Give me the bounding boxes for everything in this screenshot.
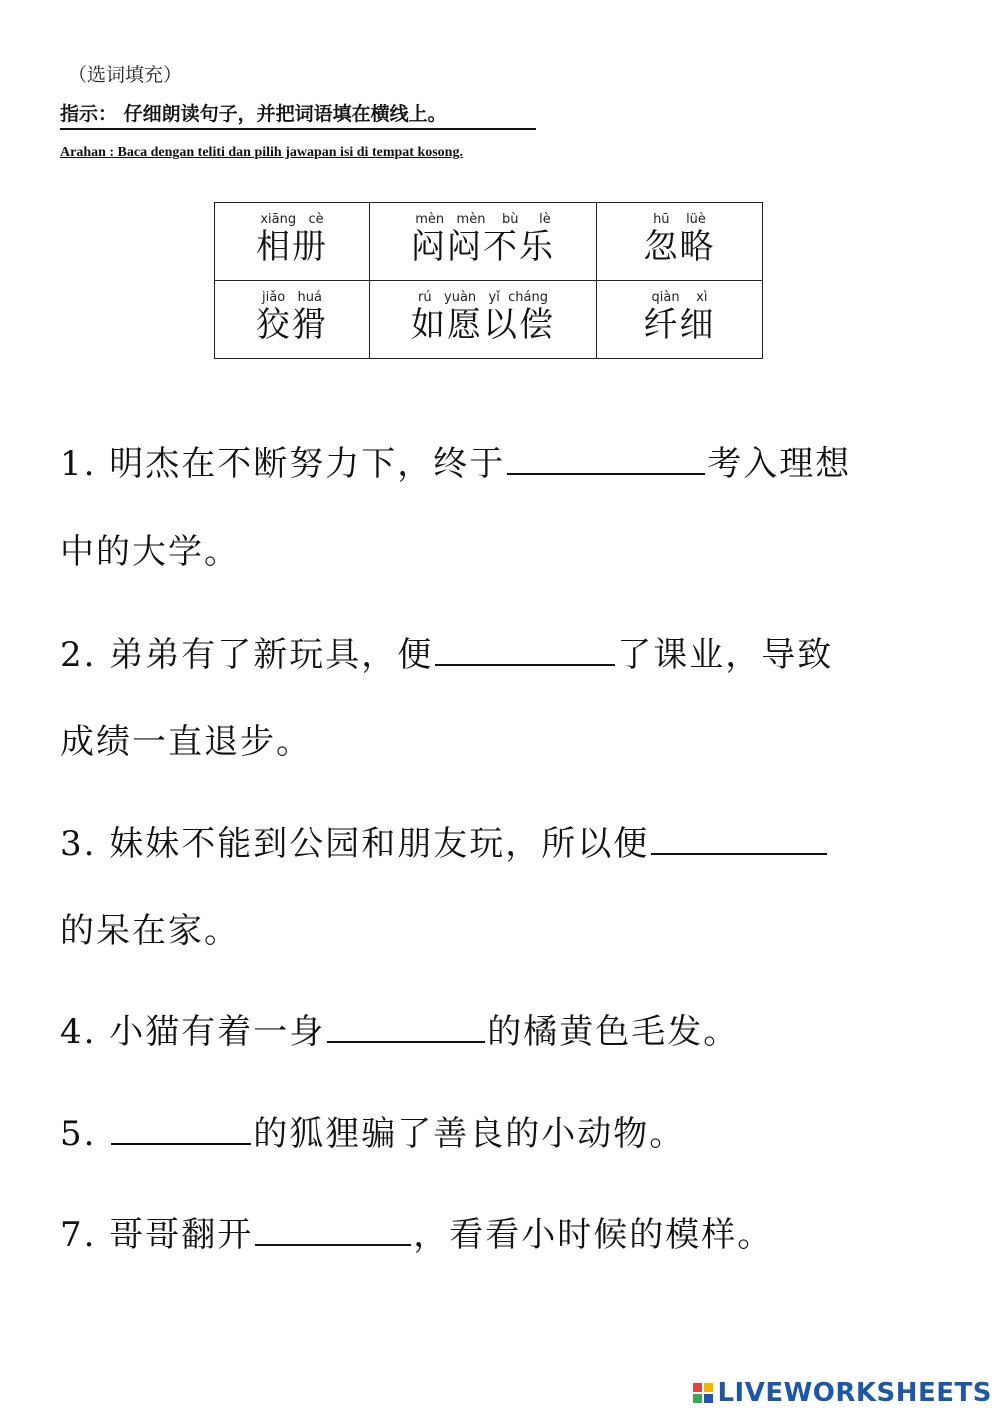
question-1-line-1 bbox=[60, 436, 851, 485]
question-7 bbox=[60, 1207, 773, 1256]
word-pinyin: hū lüè bbox=[653, 212, 706, 227]
word-bank-cell bbox=[597, 203, 763, 281]
word-pinyin: qiàn xì bbox=[651, 290, 708, 305]
answer-blank-1[interactable] bbox=[507, 469, 705, 475]
word-bank-cell bbox=[215, 203, 370, 281]
logo-squares-icon bbox=[693, 1383, 713, 1403]
word-bank-cell bbox=[370, 203, 597, 281]
word-hanzi: 相册 bbox=[256, 227, 328, 267]
question-text: 1. 明杰在不断努力下，终于 bbox=[60, 444, 506, 484]
question-text: 2. 弟弟有了新玩具，便 bbox=[60, 635, 434, 675]
word-pinyin: jiǎo huá bbox=[262, 290, 322, 305]
question-4 bbox=[60, 1004, 739, 1053]
question-3-line-1 bbox=[60, 816, 829, 865]
logo-text: LIVEWORKSHEETS bbox=[717, 1378, 992, 1408]
word-pinyin: rú yuàn yǐ cháng bbox=[418, 290, 548, 305]
word-pinyin: xiāng cè bbox=[260, 212, 324, 227]
question-text: 4. 小猫有着一身 bbox=[60, 1012, 326, 1052]
question-text: 的橘黄色毛发。 bbox=[487, 1012, 740, 1052]
question-3-line-2: 的呆在家。 bbox=[60, 911, 240, 951]
word-hanzi: 狡猾 bbox=[256, 305, 328, 345]
word-hanzi: 闷闷不乐 bbox=[411, 227, 555, 267]
word-pinyin: mèn mèn bù lè bbox=[415, 212, 551, 227]
answer-blank-6[interactable] bbox=[255, 1240, 411, 1246]
word-hanzi: 如愿以偿 bbox=[411, 305, 555, 345]
worksheet-subtitle: （选词填充） bbox=[68, 64, 183, 86]
answer-blank-3[interactable] bbox=[651, 849, 827, 855]
answer-blank-5[interactable] bbox=[111, 1139, 251, 1145]
word-bank-table bbox=[214, 202, 763, 359]
instruction-malay: Arahan : Baca dengan teliti dan pilih jawapan isi di tempat kosong. bbox=[60, 145, 463, 160]
word-hanzi: 忽略 bbox=[643, 227, 716, 267]
answer-blank-4[interactable] bbox=[327, 1037, 485, 1043]
word-hanzi: 纤细 bbox=[643, 305, 716, 345]
question-text: 5. bbox=[60, 1114, 110, 1154]
liveworksheets-logo bbox=[693, 1376, 992, 1410]
instruction-chinese: 指示： 仔细朗读句子，并把词语填在横线上。 bbox=[60, 99, 536, 130]
question-text: 了课业，导致 bbox=[617, 635, 834, 675]
word-bank-cell bbox=[597, 281, 763, 359]
word-bank-cell bbox=[370, 281, 597, 359]
question-text: 考入理想 bbox=[707, 444, 852, 484]
question-text: 7. 哥哥翻开 bbox=[60, 1215, 254, 1255]
word-bank-cell bbox=[215, 281, 370, 359]
question-text: 3. 妹妹不能到公园和朋友玩，所以便 bbox=[60, 824, 650, 864]
question-1-line-2: 中的大学。 bbox=[60, 532, 240, 572]
answer-blank-2[interactable] bbox=[435, 660, 615, 666]
question-text: 的狐狸骗了善良的小动物。 bbox=[253, 1114, 686, 1154]
question-2-line-1 bbox=[60, 627, 833, 676]
question-text: ，看看小时候的模样。 bbox=[413, 1215, 774, 1255]
question-2-line-2: 成绩一直退步。 bbox=[60, 722, 312, 762]
question-5 bbox=[60, 1106, 685, 1155]
